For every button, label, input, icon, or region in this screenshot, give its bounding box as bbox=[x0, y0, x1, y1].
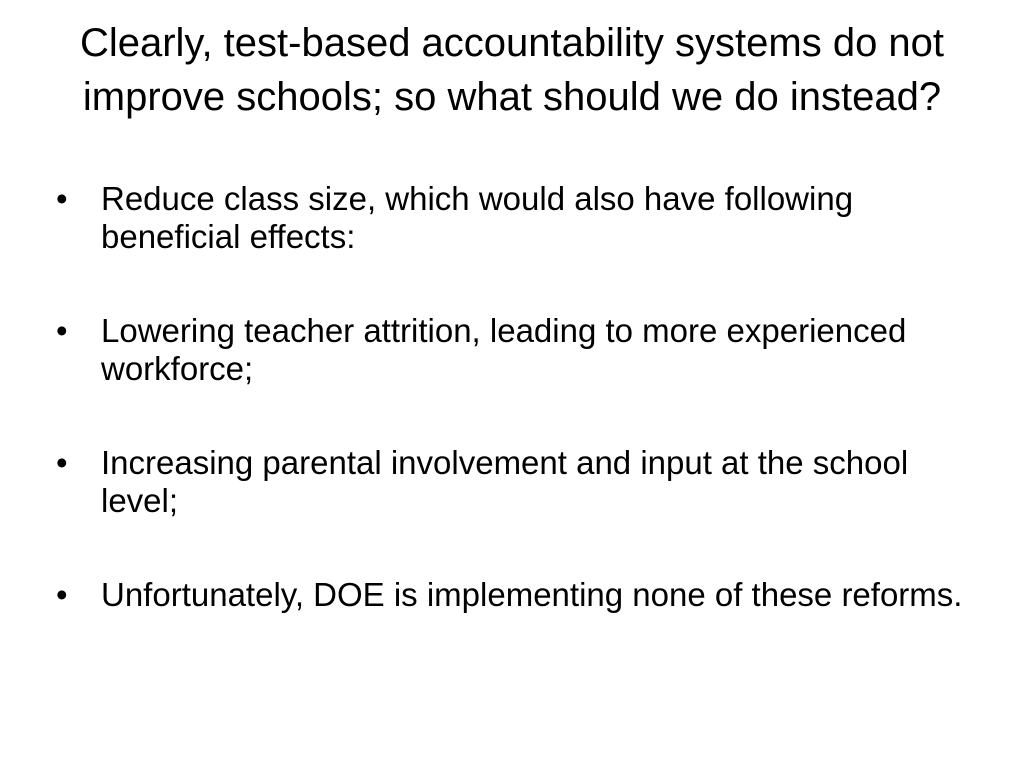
bullet-icon: • bbox=[56, 312, 68, 349]
bullet-text: Unfortunately, DOE is implementing none of these reforms. bbox=[101, 576, 963, 613]
bullet-icon: • bbox=[56, 180, 68, 217]
bullet-text: Reduce class size, which would also have following beneficial effects: bbox=[101, 180, 854, 255]
bullet-text: Lowering teacher attrition, leading to more experienced workforce; bbox=[101, 312, 907, 387]
bullet-icon: • bbox=[56, 444, 68, 481]
bullet-item bbox=[56, 180, 976, 256]
bullet-item bbox=[56, 444, 976, 520]
bullet-list bbox=[56, 180, 976, 670]
bullet-item bbox=[56, 312, 976, 388]
bullet-item bbox=[56, 576, 976, 614]
slide-title: Clearly, test-based accountability systems do not improve schools; so what should we do instead? bbox=[79, 21, 945, 119]
bullet-text: Increasing parental involvement and input at the school level; bbox=[101, 444, 909, 519]
bullet-icon: • bbox=[56, 576, 68, 613]
